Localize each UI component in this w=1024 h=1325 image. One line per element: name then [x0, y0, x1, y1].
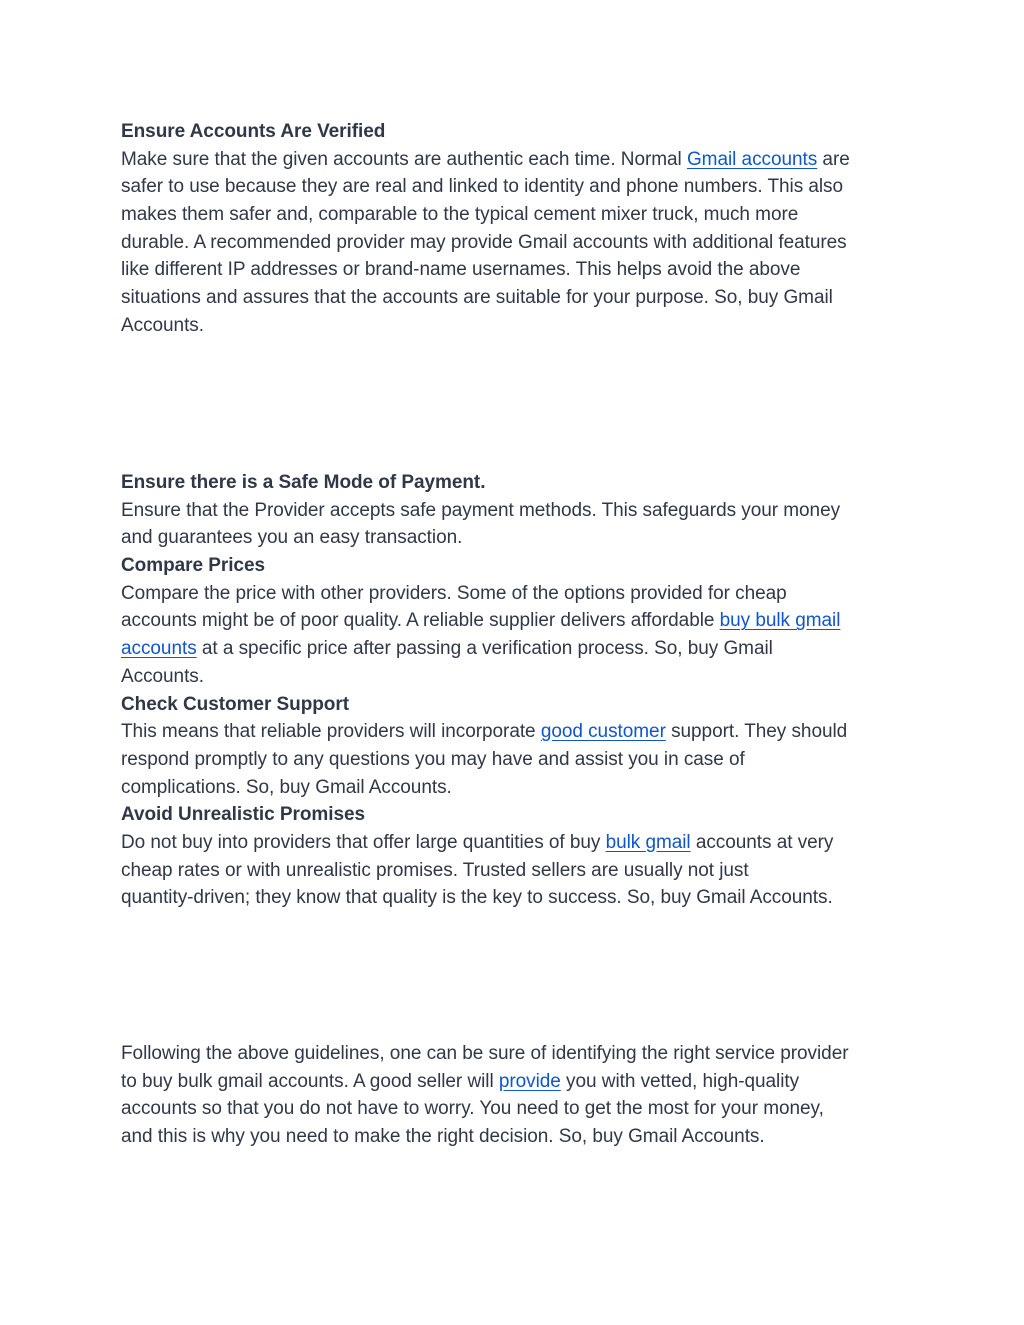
paragraph-line: quantity-driven; they know that quality is the key to success. So, buy Gmail Accounts.	[121, 887, 833, 909]
heading-ensure-accounts-verified: Ensure Accounts Are Verified	[121, 121, 386, 142]
link-accounts[interactable]: accounts	[121, 638, 197, 660]
paragraph-line: and this is why you need to make the right decision. So, buy Gmail Accounts.	[121, 1126, 765, 1148]
text-span: accounts might be of poor quality. A reliable supplier delivers affordable	[121, 610, 720, 632]
text-span: you with vetted, high-quality	[560, 1070, 800, 1092]
paragraph-line	[121, 829, 847, 857]
link-provide[interactable]: provide	[498, 1070, 561, 1092]
paragraph-line: makes them safer and, comparable to the typical cement mixer truck, much more	[121, 204, 799, 226]
link-buy-bulk-gmail[interactable]: buy bulk gmail	[719, 610, 841, 632]
paragraph-line: Accounts.	[121, 314, 204, 336]
heading-safe-payment: Ensure there is a Safe Mode of Payment.	[121, 472, 486, 493]
paragraph-line: and guarantees you an easy transaction.	[121, 527, 463, 549]
link-gmail-accounts[interactable]: Gmail accounts	[686, 148, 818, 170]
paragraph-line: accounts so that you do not have to worry. You need to get the most for your money,	[121, 1098, 824, 1120]
link-bulk-gmail[interactable]: bulk gmail	[605, 831, 691, 853]
paragraph-line	[121, 718, 847, 746]
paragraph-line	[121, 635, 847, 663]
paragraph-line: Compare the price with other providers. Some of the options provided for cheap	[121, 582, 787, 604]
text-span: are	[817, 148, 850, 170]
paragraph-line: Ensure that the Provider accepts safe payment methods. This safeguards your money	[121, 499, 841, 521]
section-group-payment-to-promises	[121, 469, 847, 912]
text-span: Do not buy into providers that offer large quantities of buy	[121, 831, 606, 853]
paragraph-line	[121, 1068, 849, 1096]
section-conclusion	[121, 1040, 849, 1151]
text-span: at a specific price after passing a verification process. So, buy Gmail	[196, 638, 773, 660]
section-verified-accounts	[121, 118, 850, 340]
link-good-customer[interactable]: good customer	[540, 721, 666, 743]
paragraph-line: complications. So, buy Gmail Accounts.	[121, 776, 452, 798]
text-span: accounts at very	[690, 831, 834, 853]
text-span: Make sure that the given accounts are authentic each time. Normal	[121, 148, 687, 170]
heading-compare-prices: Compare Prices	[121, 555, 265, 577]
paragraph-line: cheap rates or with unrealistic promises. Trusted sellers are usually not just	[121, 859, 749, 881]
paragraph-line	[121, 607, 847, 635]
paragraph-line: respond promptly to any questions you may have and assist you in case of	[121, 748, 745, 770]
text-span: to buy bulk gmail accounts. A good seller will	[121, 1070, 499, 1092]
text-span: This means that reliable providers will incorporate	[121, 721, 541, 743]
paragraph-line: durable. A recommended provider may provide Gmail accounts with additional features	[121, 231, 847, 253]
heading-avoid-unrealistic-promises: Avoid Unrealistic Promises	[121, 804, 366, 826]
paragraph-line	[121, 146, 850, 174]
paragraph-line: safer to use because they are real and linked to identity and phone numbers. This also	[121, 176, 844, 198]
heading-check-customer-support: Check Customer Support	[121, 693, 349, 715]
paragraph-line: Following the above guidelines, one can be sure of identifying the right service provider	[121, 1043, 849, 1064]
paragraph-line: like different IP addresses or brand-name usernames. This helps avoid the above	[121, 259, 801, 281]
text-span: support. They should	[665, 721, 848, 743]
paragraph-line: situations and assures that the accounts are suitable for your purpose. So, buy Gmail	[121, 287, 833, 309]
paragraph-line: Accounts.	[121, 665, 204, 687]
